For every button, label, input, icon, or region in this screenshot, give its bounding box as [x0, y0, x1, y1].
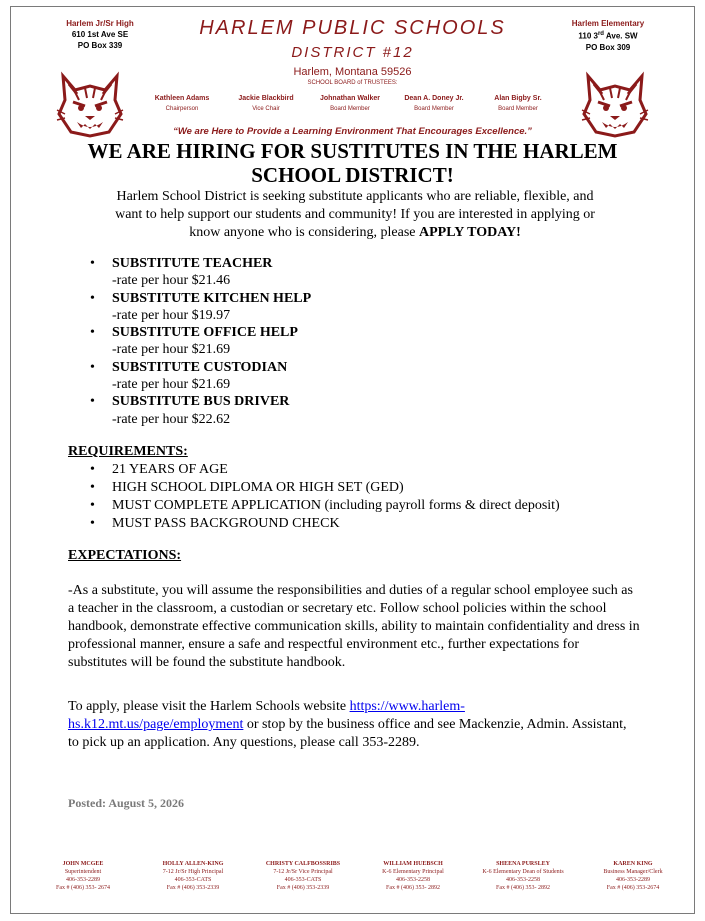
trustee-role: Board Member — [330, 106, 370, 112]
requirement-item — [68, 497, 668, 515]
staff-contact — [28, 860, 138, 892]
job-item — [68, 324, 568, 359]
requirements-heading: REQUIREMENTS: — [68, 444, 188, 459]
left-school-name: Harlem Jr/Sr High — [66, 19, 134, 28]
right-school-address — [548, 18, 668, 53]
right-school-street-number: 110 3 — [578, 31, 598, 41]
job-title: SUBSTITUTE TEACHER — [112, 256, 273, 271]
job-title: SUBSTITUTE KITCHEN HELP — [112, 290, 312, 306]
trustee — [308, 94, 392, 115]
trustee-name: Kathleen Adams — [154, 95, 210, 102]
staff-name: CHRISTY CALFBOSSRIBS — [265, 861, 341, 867]
staff-fax: Fax # (406) 353- 2892 — [386, 885, 440, 891]
trustee-name: Jackie Blackbird — [238, 95, 294, 102]
district-title: HARLEM PUBLIC SCHOOLS — [199, 17, 506, 39]
staff-phone: 406-353-2289 — [616, 877, 650, 883]
bullet-icon: • — [90, 359, 95, 375]
job-rate: -rate per hour $19.97 — [112, 307, 231, 323]
job-rate: -rate per hour $21.69 — [112, 342, 231, 358]
staff-contact — [358, 860, 468, 892]
apply-paragraph — [68, 698, 628, 752]
bullet-icon: • — [90, 498, 95, 513]
trustee — [476, 94, 560, 115]
bullet-icon: • — [90, 480, 95, 495]
requirement-text: MUST PASS BACKGROUND CHECK — [112, 516, 340, 531]
requirement-text: 21 YEARS OF AGE — [112, 462, 228, 477]
staff-phone: 406-353-CATS — [174, 877, 212, 883]
trustee-name: Dean A. Doney Jr. — [404, 95, 464, 102]
employment-link[interactable]: https://www.harlem-hs.k12.mt.us/page/employment — [68, 699, 465, 732]
trustee — [392, 94, 476, 115]
staff-contact — [138, 860, 248, 892]
trustee-role: Chairperson — [165, 106, 199, 112]
trustee — [140, 94, 224, 115]
staff-title: Superintendent — [64, 869, 102, 875]
staff-name: JOHN MCGEE — [62, 861, 104, 867]
right-school-street-ordinal: rd — [597, 31, 604, 37]
job-item — [68, 290, 568, 325]
staff-title: K-6 Elementary Dean of Students — [482, 869, 564, 875]
staff-contact — [248, 860, 358, 892]
district-city: Harlem, Montana 59526 — [293, 66, 412, 78]
bullet-icon: • — [90, 256, 95, 271]
bullet-icon: • — [90, 325, 95, 341]
requirement-item — [68, 461, 668, 479]
staff-name: SHEENA PURSLEY — [496, 861, 550, 867]
trustee-role: Board Member — [414, 106, 454, 112]
staff-title: 7-12 Jr/Sr Vice Principal — [273, 869, 333, 875]
job-item — [68, 255, 568, 290]
job-title: SUBSTITUTE BUS DRIVER — [112, 394, 290, 410]
bullet-icon: • — [90, 290, 95, 306]
page-title: WE ARE HIRING FOR SUSTITUTES IN THE HARLEM SCHOOL DISTRICT! — [87, 139, 618, 187]
staff-phone: 406-353-CATS — [284, 877, 322, 883]
bullet-icon: • — [90, 394, 95, 410]
apply-text-after: or stop by the business office and see Mackenzie, Admin. Assistant, to pick up an application. Any questions, please call 353-2289. — [68, 717, 627, 750]
expectations-paragraph: -As a substitute, you will assume the responsibilities and duties of a regular school employee such as a teacher in the classroom, a custodian or secretary etc. Follow school policies within the school handbook, demonstrate effective communication skills, ability to maintain confidentiality and dress in professional manner, ensure a safe and respectful environment etc., further expectations for substitutes will be found the substitute handbook. — [68, 583, 640, 670]
board-label: SCHOOL BOARD of TRUSTEES: — [307, 80, 398, 86]
job-rate: -rate per hour $22.62 — [112, 411, 231, 427]
left-school-po-box: PO Box 339 — [77, 41, 123, 50]
job-item — [68, 359, 568, 394]
staff-fax: Fax # (406) 353- 2674 — [56, 885, 110, 891]
district-motto: “We are Here to Provide a Learning Environment That Encourages Excellence.” — [173, 126, 532, 137]
right-school-name: Harlem Elementary — [571, 19, 645, 28]
trustee-role: Board Member — [498, 106, 538, 112]
job-item — [68, 393, 568, 428]
intro-text: Harlem School District is seeking substitute applicants who are reliable, flexible, and want to help support our students and community! If you are interested in applying or know anyone who is considering, please — [115, 189, 595, 240]
requirement-text: HIGH SCHOOL DIPLOMA OR HIGH SET (GED) — [112, 480, 404, 495]
right-school-street-name: Ave. SW — [603, 31, 638, 41]
trustee-list — [140, 94, 560, 115]
staff-fax: Fax # (406) 353- 2892 — [496, 885, 550, 891]
staff-fax: Fax # (406) 353-2674 — [606, 885, 660, 891]
left-school-address — [40, 18, 160, 51]
job-title: SUBSTITUTE OFFICE HELP — [112, 325, 298, 341]
staff-fax: Fax # (406) 353-2339 — [276, 885, 330, 891]
staff-fax: Fax # (406) 353-2339 — [166, 885, 220, 891]
apply-today-text: APPLY TODAY! — [419, 225, 521, 240]
staff-footer — [28, 860, 688, 892]
trustee-role: Vice Chair — [252, 106, 280, 112]
posted-date: Posted: August 5, 2026 — [68, 796, 185, 810]
staff-phone: 406-353-2258 — [506, 877, 540, 883]
staff-phone: 406-353-2289 — [66, 877, 100, 883]
left-school-street: 610 1st Ave SE — [71, 30, 129, 39]
job-list — [68, 255, 568, 428]
staff-phone: 406-353-2258 — [396, 877, 430, 883]
expectations-heading: EXPECTATIONS: — [68, 548, 182, 563]
bullet-icon: • — [90, 516, 95, 531]
staff-name: WILLIAM HUEBSCH — [383, 861, 443, 867]
staff-title: K-6 Elementary Principal — [382, 869, 444, 875]
requirements-list — [68, 461, 668, 533]
staff-name: HOLLY ALLEN-KING — [162, 861, 224, 867]
intro-paragraph — [110, 188, 600, 242]
staff-title: Business Manager/Clerk — [603, 869, 663, 875]
requirement-item — [68, 515, 668, 533]
apply-text-before: To apply, please visit the Harlem Schools website — [68, 699, 350, 714]
staff-contact — [468, 860, 578, 892]
requirement-text: MUST COMPLETE APPLICATION (including payroll forms & direct deposit) — [112, 498, 560, 513]
bullet-icon: • — [90, 462, 95, 477]
requirement-item — [68, 479, 668, 497]
job-rate: -rate per hour $21.69 — [112, 377, 231, 393]
trustee-name: Alan Bigby Sr. — [494, 95, 542, 102]
trustee-name: Johnathan Walker — [319, 95, 381, 102]
staff-contact — [578, 860, 688, 892]
staff-name: KAREN KING — [613, 861, 653, 867]
district-number: DISTRICT #12 — [291, 44, 414, 61]
right-school-po-box: PO Box 309 — [585, 42, 631, 52]
trustee — [224, 94, 308, 115]
right-school-street — [548, 29, 668, 42]
staff-title: 7-12 Jr/Sr High Principal — [162, 869, 224, 875]
job-title: SUBSTITUTE CUSTODIAN — [112, 359, 288, 375]
job-rate: -rate per hour $21.46 — [112, 273, 231, 289]
